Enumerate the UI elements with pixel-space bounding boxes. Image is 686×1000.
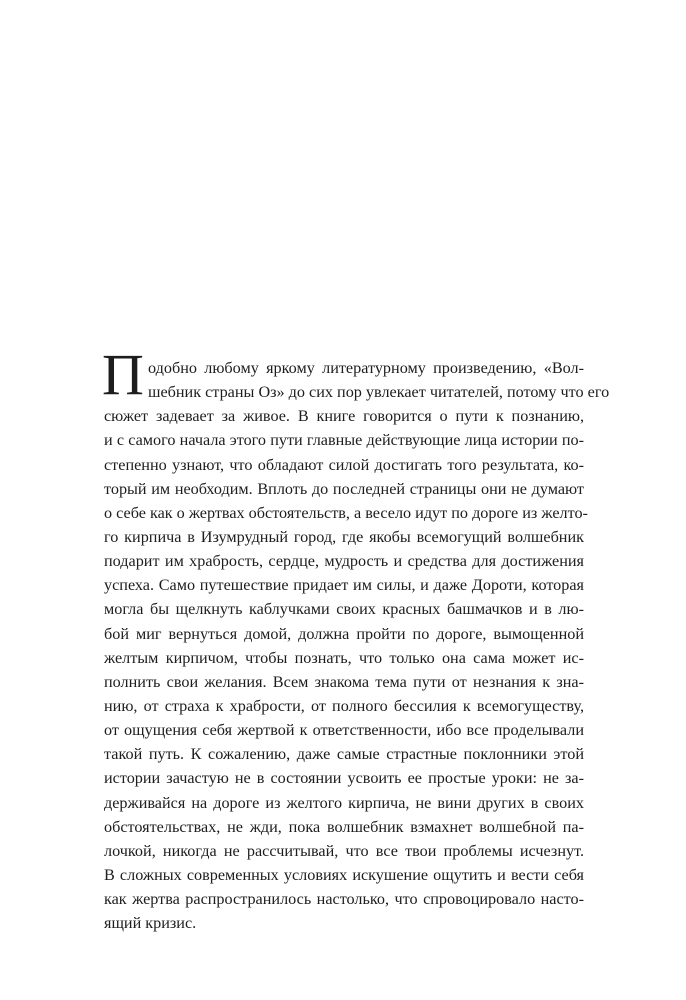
paragraph-line: нию, от страха к храбрости, от полного бессилия к всемогуществу, xyxy=(104,696,584,715)
paragraph-line: го кирпича в Изумрудный город, где якобы всемогущий волшебник xyxy=(104,527,584,546)
paragraph-line: от ощущения себя жертвой к ответственности, ибо все проделывали xyxy=(104,721,584,740)
paragraph-line: успеха. Само путешествие придает им силы, и даже Дороти, которая xyxy=(104,576,584,595)
body-paragraph xyxy=(102,342,610,935)
paragraph-line: степенно узнают, что обладают силой достигать того результата, ко- xyxy=(104,455,584,474)
paragraph-line: такой путь. К сожалению, даже самые страстные поклонники этой xyxy=(104,745,584,764)
paragraph-line: шебник страны Оз» до сих пор увлекает читателей, потому что его xyxy=(148,383,610,402)
paragraph-line: торый им необходим. Вплоть до последней страницы они не думают xyxy=(104,479,584,498)
drop-cap: П xyxy=(102,342,144,407)
paragraph-line: держивайся на дороге из желтого кирпича, не вини других в своих xyxy=(104,793,584,812)
paragraph-line: истории зачастую не в состоянии усвоить ее простые уроки: не за- xyxy=(104,769,584,788)
paragraph-line: бой миг вернуться домой, должна пройти по дороге, вымощенной xyxy=(104,624,584,643)
paragraph-line: о себе как о жертвах обстоятельств, а весело идут по дороге из желто- xyxy=(104,503,588,522)
paragraph-line: обстоятельствах, не жди, пока волшебник взмахнет волшебной па- xyxy=(104,817,584,836)
paragraph-line: подарит им храбрость, сердце, мудрость и средства для достижения xyxy=(104,552,584,571)
paragraph-line: сюжет задевает за живое. В книге говорится о пути к познанию, xyxy=(104,407,584,426)
paragraph-line: желтым кирпичом, чтобы познать, что только она сама может ис- xyxy=(104,648,584,667)
paragraph-line: ящий кризис. xyxy=(104,914,197,933)
paragraph-line: лочкой, никогда не рассчитывай, что все твои проблемы исчезнут. xyxy=(104,841,584,860)
paragraph-line: как жертва распространилось настолько, что спровоцировало насто- xyxy=(104,890,584,909)
paragraph-line: могла бы щелкнуть каблучками своих красных башмачков и в лю- xyxy=(104,600,584,619)
paragraph-line: В сложных современных условиях искушение ощутить и вести себя xyxy=(104,865,584,884)
paragraph-line-text: одобно любому яркому литературному произведению, «Вол- xyxy=(148,359,584,377)
paragraph-line: и с самого начала этого пути главные действующие лица истории по- xyxy=(104,431,584,450)
paragraph-line: полнить свои желания. Всем знакома тема пути от незнания к зна- xyxy=(104,672,584,691)
